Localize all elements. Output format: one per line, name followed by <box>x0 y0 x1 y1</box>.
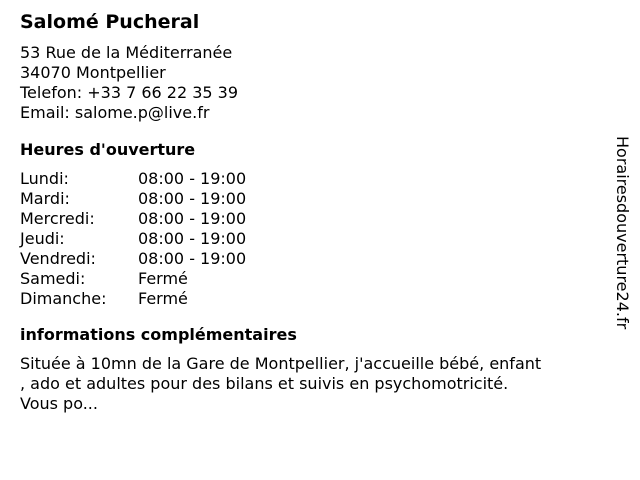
day-label: Dimanche: <box>20 289 107 308</box>
day-label: Samedi: <box>20 269 86 288</box>
business-card <box>20 10 600 414</box>
address-city: 34070 Montpellier <box>20 63 166 82</box>
hours-row-wednesday <box>20 209 600 229</box>
day-label: Vendredi: <box>20 249 96 268</box>
hours-row-sunday <box>20 289 600 309</box>
description-line: , ado et adultes pour des bilans et suivis en psychomotricité. <box>20 374 509 393</box>
opening-hours-title: Heures d'ouverture <box>20 140 196 159</box>
time-value: Fermé <box>138 269 188 288</box>
email-text: Email: salome.p@live.fr <box>20 103 210 122</box>
hours-row-monday <box>20 169 600 189</box>
phone-text: Telefon: +33 7 66 22 35 39 <box>20 83 239 102</box>
hours-row-tuesday <box>20 189 600 209</box>
business-name: Salomé Pucheral <box>20 11 200 33</box>
hours-row-thursday <box>20 229 600 249</box>
time-value: 08:00 - 19:00 <box>138 249 247 268</box>
time-value: 08:00 - 19:00 <box>138 169 247 188</box>
time-value: Fermé <box>138 289 188 308</box>
description-line: Vous po... <box>20 394 98 413</box>
time-value: 08:00 - 19:00 <box>138 189 247 208</box>
additional-info-title: informations complémentaires <box>20 325 297 344</box>
day-label: Mercredi: <box>20 209 95 228</box>
contact-block <box>20 43 600 123</box>
address-street: 53 Rue de la Méditerranée <box>20 43 233 62</box>
additional-info-text <box>20 354 600 414</box>
description-line: Située à 10mn de la Gare de Montpellier, j'accueille bébé, enfant <box>20 354 542 373</box>
time-value: 08:00 - 19:00 <box>138 229 247 248</box>
site-watermark: Horairesdouverture24.fr <box>613 136 632 330</box>
day-label: Jeudi: <box>20 229 65 248</box>
time-value: 08:00 - 19:00 <box>138 209 247 228</box>
opening-hours-list <box>20 169 600 309</box>
hours-row-saturday <box>20 269 600 289</box>
hours-row-friday <box>20 249 600 269</box>
day-label: Mardi: <box>20 189 70 208</box>
day-label: Lundi: <box>20 169 69 188</box>
